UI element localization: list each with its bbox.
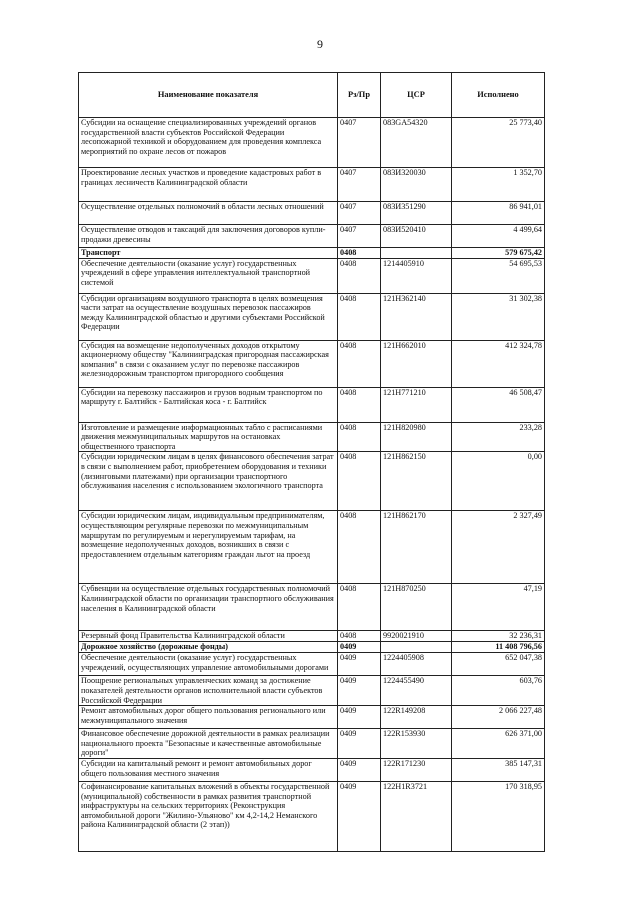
cell-name: Проектирование лесных участков и проведение кадастровых работ в границах лесничеств Калининградской области xyxy=(79,168,338,202)
page-number: 9 xyxy=(317,37,323,51)
cell-name: Финансовое обеспечение дорожной деятельности в рамках реализации национального проекта "Безопасные и качественные автомобильные дороги" xyxy=(79,729,338,759)
cell-name: Субсидия на возмещение недополученных доходов открытому акционерному обществу "Калининградская пригородная пассажирская компания" в связи с оказанием услуг по перевозке пассажиров железнодорожным транспортом пригородного сообщения xyxy=(79,340,338,387)
cell-csr: 083И320030 xyxy=(381,168,452,202)
cell-rzpr: 0409 xyxy=(338,642,381,653)
cell-csr: 122Н1R3721 xyxy=(381,781,452,851)
table-row xyxy=(79,642,545,653)
cell-rzpr: 0409 xyxy=(338,758,381,781)
cell-rzpr: 0408 xyxy=(338,631,381,642)
header-amount: Исполнено xyxy=(452,73,545,118)
cell-csr xyxy=(381,248,452,259)
cell-amount: 412 324,78 xyxy=(452,340,545,387)
cell-csr: 121Н362140 xyxy=(381,293,452,340)
cell-rzpr: 0409 xyxy=(338,676,381,706)
cell-name: Субвенции на осуществление отдельных государственных полномочий Калининградской области по организации транспортного обслуживания населения в Калининградской области xyxy=(79,584,338,631)
cell-rzpr: 0409 xyxy=(338,781,381,851)
cell-csr: 083И351290 xyxy=(381,202,452,225)
cell-csr: 1224455490 xyxy=(381,676,452,706)
cell-name: Субсидии на перевозку пассажиров и грузов водным транспортом по маршруту г. Балтийск - Балтийская коса - г. Балтийск xyxy=(79,387,338,422)
cell-csr: 9920021910 xyxy=(381,631,452,642)
cell-name: Осуществление отдельных полномочий в области лесных отношений xyxy=(79,202,338,225)
cell-csr xyxy=(381,642,452,653)
cell-csr: 083GA54320 xyxy=(381,118,452,168)
cell-name: Дорожное хозяйство (дорожные фонды) xyxy=(79,642,338,653)
table-row xyxy=(79,676,545,706)
cell-name: Субсидии на капитальный ремонт и ремонт автомобильных дорог общего пользования местного значения xyxy=(79,758,338,781)
cell-rzpr: 0408 xyxy=(338,248,381,259)
cell-amount: 11 408 796,56 xyxy=(452,642,545,653)
cell-rzpr: 0407 xyxy=(338,225,381,248)
cell-name: Обеспечение деятельности (оказание услуг) государственных учреждений, осуществляющих управление автомобильными дорогами xyxy=(79,653,338,676)
cell-rzpr: 0409 xyxy=(338,706,381,729)
budget-table xyxy=(78,72,545,852)
cell-rzpr: 0409 xyxy=(338,729,381,759)
cell-name: Субсидии на оснащение специализированных учреждений органов государственной власти субъектов Российской Федерации лесопожарной техникой и оборудованием для проведения комплекса мероприятий по охране лесов от пожаров xyxy=(79,118,338,168)
cell-amount: 54 695,53 xyxy=(452,258,545,293)
cell-rzpr: 0408 xyxy=(338,340,381,387)
header-csr: ЦСР xyxy=(381,73,452,118)
cell-csr: 122R171230 xyxy=(381,758,452,781)
table-row xyxy=(79,706,545,729)
cell-name: Резервный фонд Правительства Калининградской области xyxy=(79,631,338,642)
cell-name: Софинансирование капитальных вложений в объекты государственной (муниципальной) собственности в рамках развития транспортной инфраструктуры на сельских территориях (Реконструкция автомобильной дороги "Жилино-Ульяново" км 4,2-14,2 Неманского района Калининградской области (2 этап)) xyxy=(79,781,338,851)
cell-name: Субсидии юридическим лицам в целях финансового обеспечения затрат в связи с выполнением работ, приобретением оборудования и техники (лизинговыми платежами) при организации транспортного обслуживания населения с использованием экологичного транспорта xyxy=(79,452,338,511)
cell-amount: 32 236,31 xyxy=(452,631,545,642)
cell-name: Поощрение региональных управленческих команд за достижение показателей деятельности органов исполнительной власти субъектов Российской Федерации xyxy=(79,676,338,706)
cell-rzpr: 0408 xyxy=(338,511,381,584)
cell-csr: 121Н771210 xyxy=(381,387,452,422)
cell-name: Субсидии юридическим лицам, индивидуальным предпринимателям, осуществляющим регулярные перевозки по межмуниципальным маршрутам по регулируемым и нерегулируемым тарифам, на возмещение недополученных доходов, возникших в связи с предоставлением отдельным категориям граждан льгот на проезд xyxy=(79,511,338,584)
header-name: Наименование показателя xyxy=(79,73,338,118)
cell-rzpr: 0408 xyxy=(338,452,381,511)
table-row xyxy=(79,258,545,293)
cell-amount: 31 302,38 xyxy=(452,293,545,340)
table-row xyxy=(79,631,545,642)
cell-amount: 170 318,95 xyxy=(452,781,545,851)
cell-rzpr: 0408 xyxy=(338,584,381,631)
cell-rzpr: 0408 xyxy=(338,293,381,340)
cell-rzpr: 0408 xyxy=(338,387,381,422)
cell-rzpr: 0408 xyxy=(338,258,381,293)
table-row xyxy=(79,293,545,340)
cell-csr: 122R149208 xyxy=(381,706,452,729)
table-row xyxy=(79,653,545,676)
cell-amount: 385 147,31 xyxy=(452,758,545,781)
cell-amount: 25 773,40 xyxy=(452,118,545,168)
cell-amount: 4 499,64 xyxy=(452,225,545,248)
cell-name: Изготовление и размещение информационных табло с расписаниями движения межмуниципальных маршрутов на остановках общественного транспорта xyxy=(79,422,338,452)
table-row xyxy=(79,168,545,202)
cell-csr: 1214405910 xyxy=(381,258,452,293)
cell-rzpr: 0408 xyxy=(338,422,381,452)
cell-amount: 2 327,49 xyxy=(452,511,545,584)
table-header-row xyxy=(79,73,545,118)
cell-rzpr: 0409 xyxy=(338,653,381,676)
cell-amount: 46 508,47 xyxy=(452,387,545,422)
table-row xyxy=(79,422,545,452)
cell-amount: 47,19 xyxy=(452,584,545,631)
table-row xyxy=(79,202,545,225)
cell-csr: 121Н820980 xyxy=(381,422,452,452)
table-row xyxy=(79,340,545,387)
cell-amount: 652 047,38 xyxy=(452,653,545,676)
table-row xyxy=(79,225,545,248)
table-row xyxy=(79,452,545,511)
cell-amount: 2 066 227,48 xyxy=(452,706,545,729)
cell-rzpr: 0407 xyxy=(338,168,381,202)
table-row xyxy=(79,248,545,259)
cell-amount: 603,76 xyxy=(452,676,545,706)
cell-name: Субсидии организациям воздушного транспорта в целях возмещения части затрат на осуществление воздушных перевозок пассажиров между Калининградской областью и другими субъектами Российской Федерации xyxy=(79,293,338,340)
cell-csr: 1224405908 xyxy=(381,653,452,676)
cell-csr: 121Н662010 xyxy=(381,340,452,387)
cell-amount: 1 352,70 xyxy=(452,168,545,202)
cell-amount: 0,00 xyxy=(452,452,545,511)
table-row xyxy=(79,118,545,168)
table-row xyxy=(79,584,545,631)
cell-csr: 122R153930 xyxy=(381,729,452,759)
cell-csr: 121Н870250 xyxy=(381,584,452,631)
table-row xyxy=(79,781,545,851)
cell-name: Ремонт автомобильных дорог общего пользования регионального или межмуниципального значения xyxy=(79,706,338,729)
cell-amount: 626 371,00 xyxy=(452,729,545,759)
table-row xyxy=(79,758,545,781)
cell-name: Обеспечение деятельности (оказание услуг) государственных учреждений в сфере управления интеллектуальной транспортной системой xyxy=(79,258,338,293)
cell-csr: 121Н862150 xyxy=(381,452,452,511)
cell-csr: 121Н862170 xyxy=(381,511,452,584)
cell-csr: 083И520410 xyxy=(381,225,452,248)
cell-rzpr: 0407 xyxy=(338,202,381,225)
cell-amount: 579 675,42 xyxy=(452,248,545,259)
table-row xyxy=(79,729,545,759)
cell-name: Транспорт xyxy=(79,248,338,259)
cell-amount: 233,28 xyxy=(452,422,545,452)
cell-amount: 86 941,01 xyxy=(452,202,545,225)
table-row xyxy=(79,511,545,584)
cell-rzpr: 0407 xyxy=(338,118,381,168)
table-row xyxy=(79,387,545,422)
cell-name: Осуществление отводов и таксаций для заключения договоров купли-продажи древесины xyxy=(79,225,338,248)
header-rzpr: Рз/Пр xyxy=(338,73,381,118)
